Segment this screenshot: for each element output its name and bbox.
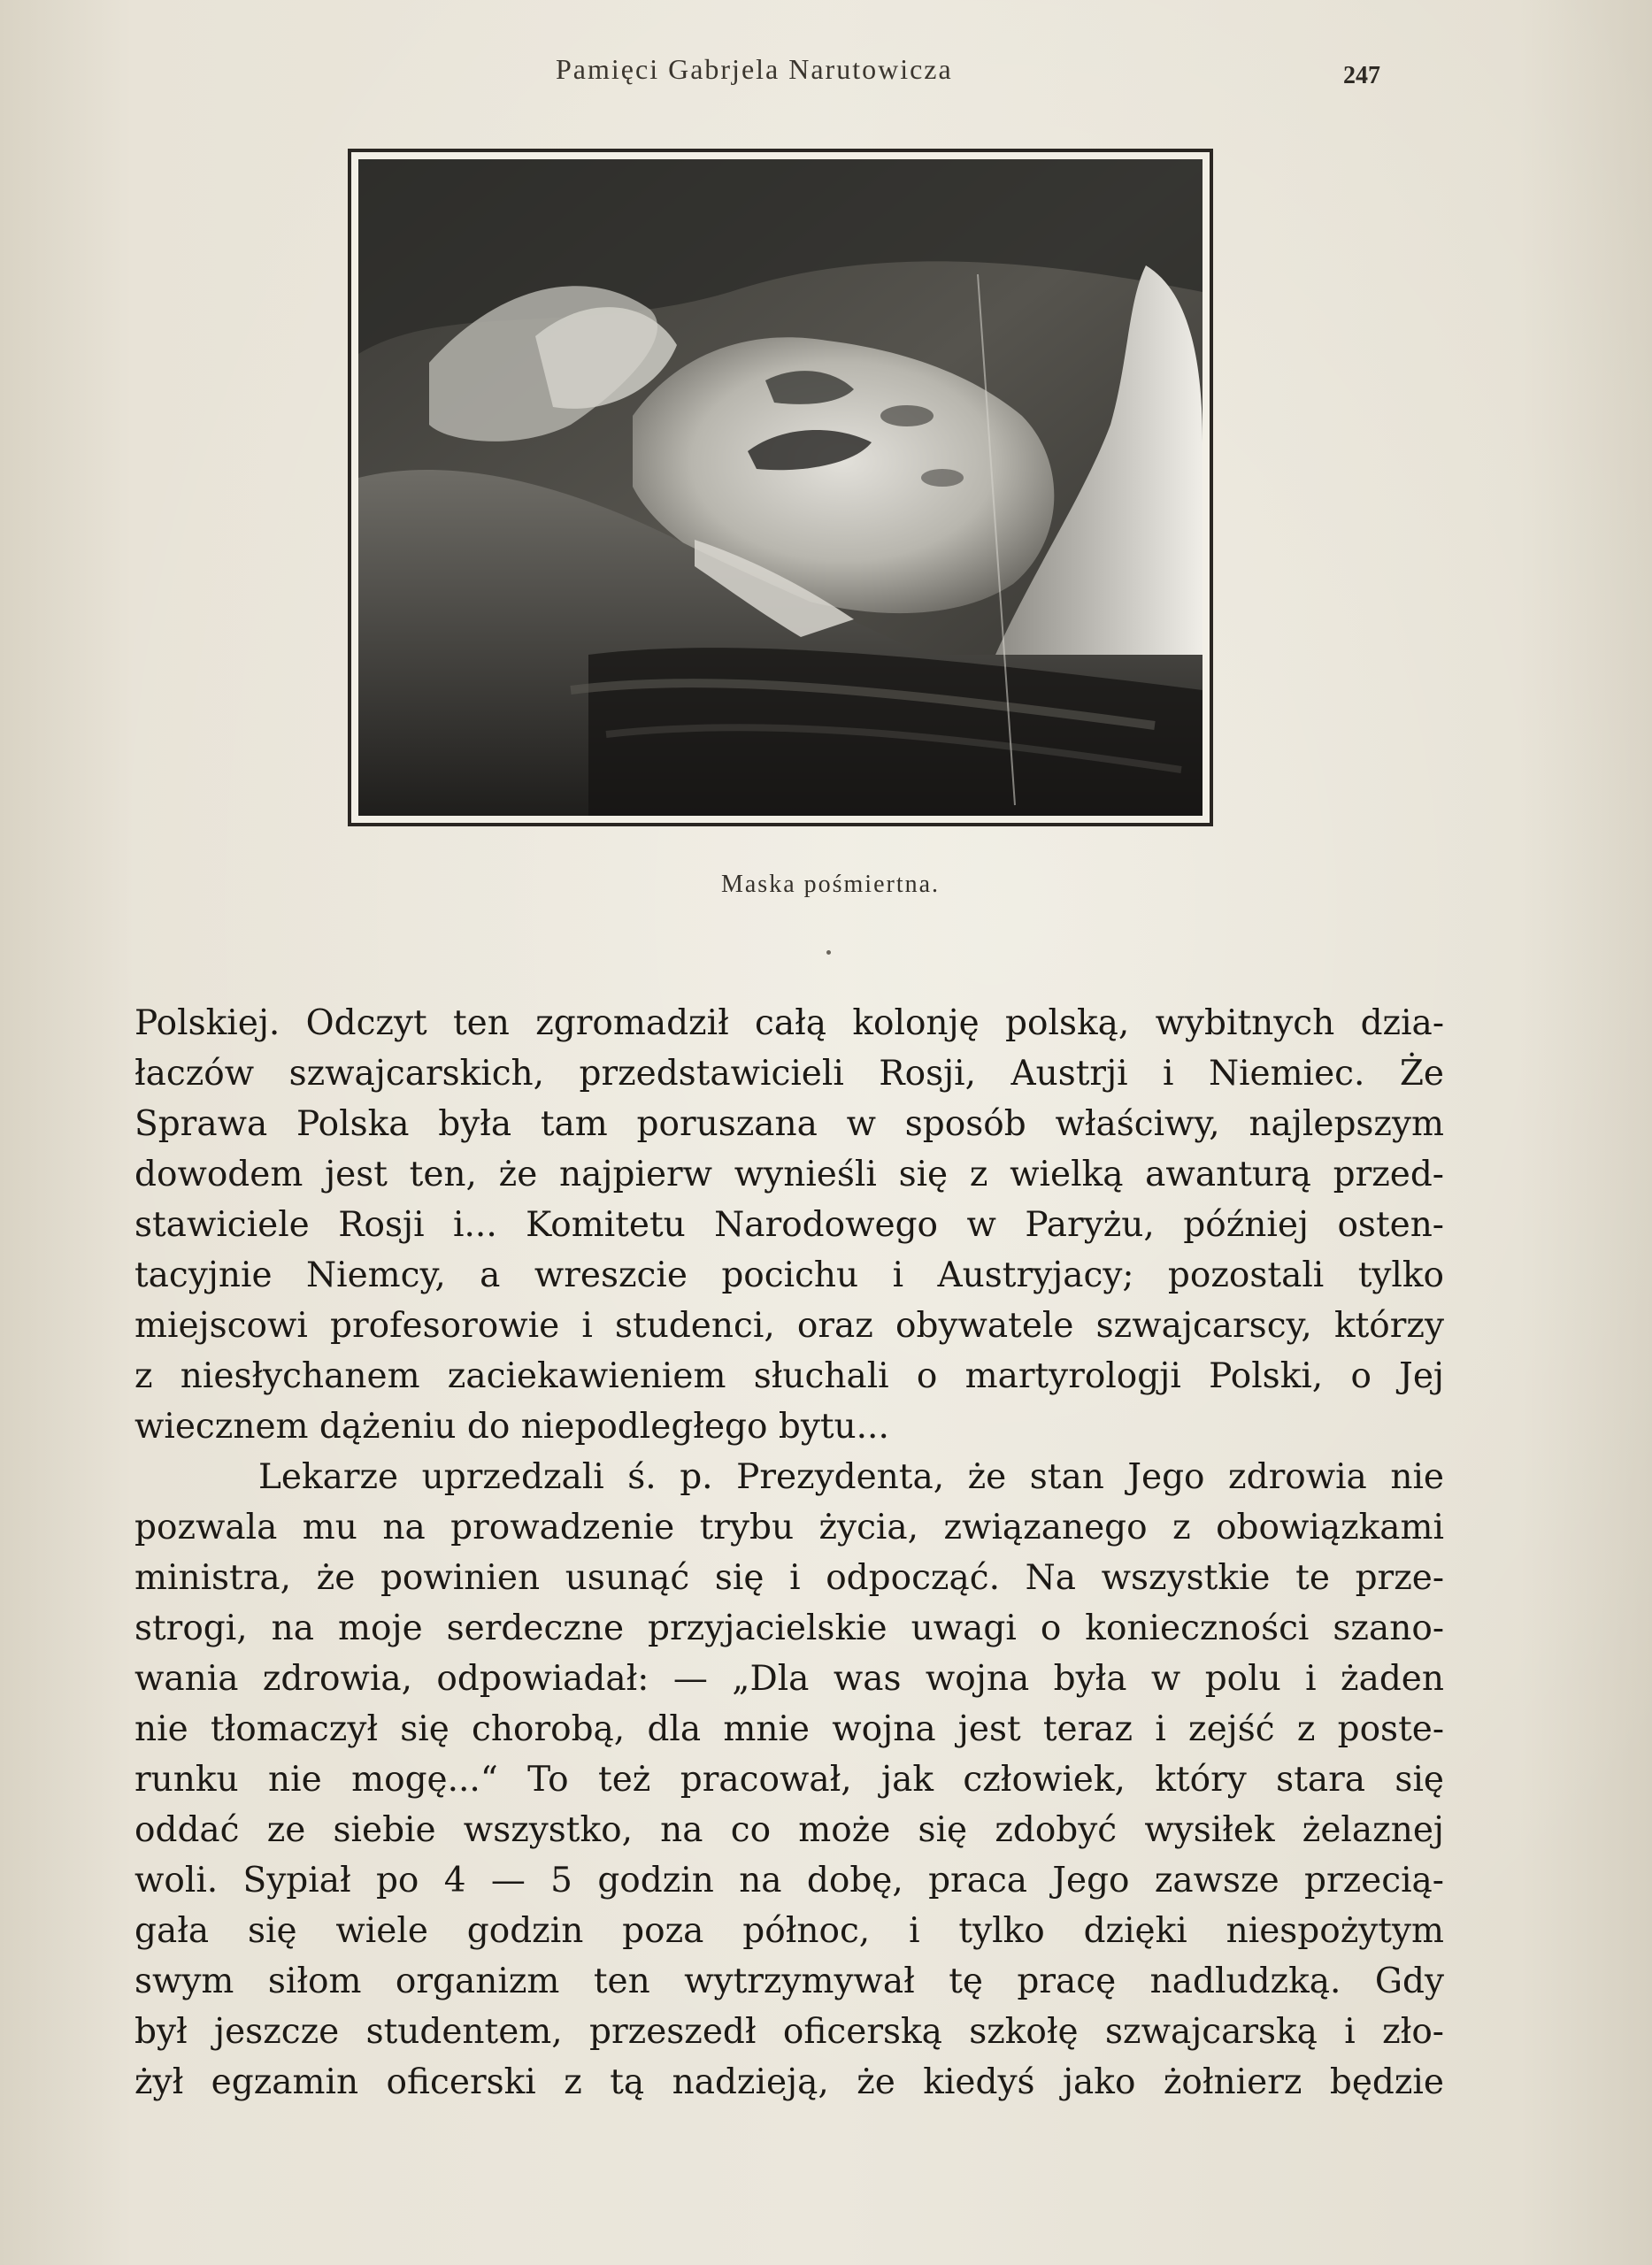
text-line: strogi, na moje serdeczne przyjacielskie uwagi o konieczności szano- — [134, 1609, 1444, 1648]
text-line: stawiciele Rosji i... Komitetu Narodowego w Paryżu, później osten- — [134, 1205, 1444, 1245]
paragraph-2 — [134, 1452, 1444, 2108]
text-line: pozwala mu na prowadzenie trybu życia, związanego z obowiązkami — [134, 1508, 1444, 1547]
text-line: ministra, że powinien usunąć się i odpocząć. Na wszystkie te prze- — [134, 1558, 1444, 1598]
text-line: nie tłomaczył się chorobą, dla mnie wojna jest teraz i zejść z poste- — [134, 1709, 1444, 1749]
text-line: tacyjnie Niemcy, a wreszcie pocichu i Austryjacy; pozostali tylko — [134, 1255, 1444, 1295]
death-mask-photo — [348, 149, 1213, 826]
text-line: z niesłychanem zaciekawieniem słuchali o martyrologji Polski, o Jej — [134, 1356, 1444, 1396]
text-line: wania zdrowia, odpowiadał: — „Dla was wojna była w polu i żaden — [134, 1659, 1444, 1699]
print-speck — [826, 950, 831, 955]
text-line: runku nie mogę...“ To też pracował, jak człowiek, który stara się — [134, 1760, 1444, 1800]
text-line: łaczów szwajcarskich, przedstawicieli Rosji, Austrji i Niemiec. Że — [134, 1054, 1444, 1094]
text-line: woli. Sypiał po 4 — 5 godzin na dobę, praca Jego zawsze przecią- — [134, 1861, 1444, 1900]
text-line: swym siłom organizm ten wytrzymywał tę pracę nadludzką. Gdy — [134, 1962, 1444, 2001]
figure-caption: Maska pośmiertna. — [720, 871, 941, 898]
text-line: oddać ze siebie wszystko, na co może się zdobyć wysiłek żelaznej — [134, 1810, 1444, 1850]
page-number: 247 — [1343, 62, 1380, 89]
text-line: gała się wiele godzin poza północ, i tylko dzięki niespożytym — [134, 1911, 1444, 1951]
text-line: miejscowi profesorowie i studenci, oraz obywatele szwajcarscy, którzy — [134, 1306, 1444, 1346]
body-text — [134, 998, 1444, 2108]
paragraph-1 — [134, 998, 1444, 1452]
running-head: Pamięci Gabrjela Narutowicza — [556, 53, 953, 85]
text-line: Sprawa Polska była tam poruszana w sposób właściwy, najlepszym — [134, 1104, 1444, 1144]
text-line: Lekarze uprzedzali ś. p. Prezydenta, że stan Jego zdrowia nie — [258, 1457, 1444, 1497]
text-line: Polskiej. Odczyt ten zgromadził całą kolonję polską, wybitnych dzia- — [134, 1003, 1444, 1043]
text-line: był jeszcze studentem, przeszedł oficerską szkołę szwajcarską i zło- — [134, 2012, 1444, 2052]
text-line: żył egzamin oficerski z tą nadzieją, że kiedyś jako żołnierz będzie — [134, 2062, 1444, 2102]
text-line: dowodem jest ten, że najpierw wynieśli się z wielką awanturą przed- — [134, 1155, 1444, 1194]
death-mask-illustration — [358, 159, 1203, 816]
text-line: wiecznem dążeniu do niepodległego bytu... — [134, 1407, 889, 1447]
